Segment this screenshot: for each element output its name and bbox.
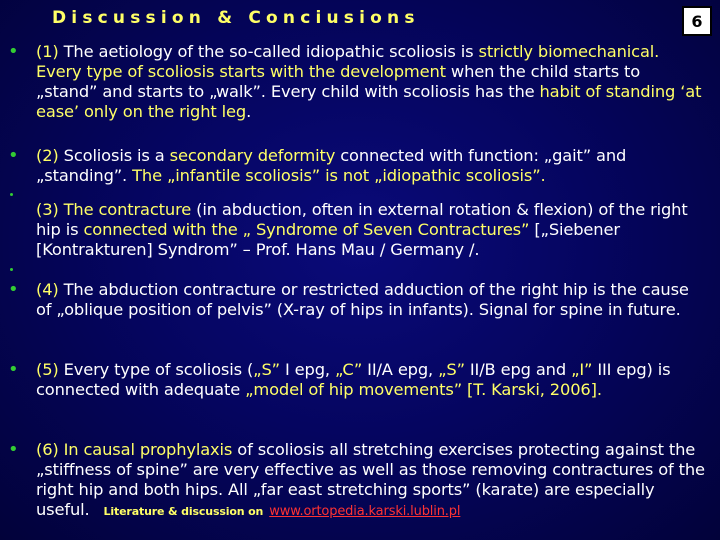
discussion-item-1	[36, 42, 706, 122]
item-text-segment: (1)	[36, 42, 64, 61]
discussion-item-5	[36, 360, 706, 400]
item-text-segment: strictly biomechanical.	[478, 42, 660, 61]
discussion-item-3	[36, 200, 706, 260]
item-text-segment: „I”	[571, 360, 593, 379]
item-text-segment: The „infantile scoliosis” is not „idiopathic scoliosis”.	[132, 166, 546, 185]
item-text-segment: [„Siebener [Kontrakturen] Syndrom” – Prof. Hans Mau / Germany /.	[36, 220, 620, 259]
discussion-item-2	[36, 146, 706, 186]
item-text-segment: secondary deformity	[169, 146, 336, 165]
item-text-segment: „model of hip movements” [T. Karski, 2006].	[245, 380, 602, 399]
item-text-segment: Every type of scoliosis (	[63, 360, 254, 379]
item-text-segment: (3) The contracture	[36, 200, 192, 219]
item-text-segment: Scoliosis is a	[63, 146, 170, 165]
item-text-segment: The abduction contracture or restricted adduction of the right hip is the cause of „oblique position of pelvis” (X-ray of hips in infants). Signal for spine in future.	[36, 280, 689, 319]
bullet-icon: •	[8, 439, 19, 460]
item-text-segment: I epg,	[279, 360, 335, 379]
item-text-segment: Every type of scoliosis starts with the development	[36, 62, 446, 81]
item-text-segment: .	[246, 102, 252, 121]
item-text-segment: connected with the „ Syndrome of Seven Contractures”	[83, 220, 530, 239]
slide-title: Discussion & Conciusions	[52, 8, 420, 28]
item-text-segment: II/A epg,	[362, 360, 439, 379]
bullet-icon: •	[8, 359, 19, 380]
item-text-segment: The aetiology of the so-called idiopathic scoliosis is	[63, 42, 479, 61]
bullet-dot-icon	[10, 193, 13, 196]
item-text-segment: (4)	[36, 280, 64, 299]
item-text-segment: habit of standing ‘at ease’ only on the right leg	[36, 82, 702, 121]
website-link[interactable]: www.ortopedia.karski.lublin.pl	[269, 504, 461, 519]
item-text-segment: (5)	[36, 360, 64, 379]
bullet-icon: •	[8, 279, 19, 300]
item-text-segment: (6) In causal prophylaxis	[36, 440, 233, 459]
item-text-segment: connected with function: „gait” and „standing”.	[36, 146, 627, 185]
discussion-item-6	[36, 440, 706, 522]
item-text-segment: „S”	[438, 360, 465, 379]
item-text-segment: „C”	[334, 360, 363, 379]
item-text-segment: when the child starts to „stand” and starts to „walk”. Every child with scoliosis has the	[36, 62, 641, 101]
item-text-segment: II/B epg and	[464, 360, 572, 379]
item-text-segment: (in abduction, often in external rotation & flexion) of the right hip is	[36, 200, 688, 239]
item-text-segment: III epg) is connected with adequate	[36, 360, 671, 399]
item-text-segment: „S”	[253, 360, 280, 379]
bullet-dot-icon	[10, 268, 13, 271]
discussion-item-4	[36, 280, 706, 320]
literature-note: Literature & discussion on	[103, 505, 264, 518]
item-text-segment: of scoliosis all stretching exercises protecting against the „stiffness of spine” are very effective as well as those removing contractures of the right hip and both hips. All „far east stretching sports” (karate) are especially useful.	[36, 440, 705, 519]
page-number-badge: 6	[682, 6, 712, 36]
bullet-icon: •	[8, 145, 19, 166]
item-text-segment: (2)	[36, 146, 64, 165]
bullet-icon: •	[8, 41, 19, 62]
